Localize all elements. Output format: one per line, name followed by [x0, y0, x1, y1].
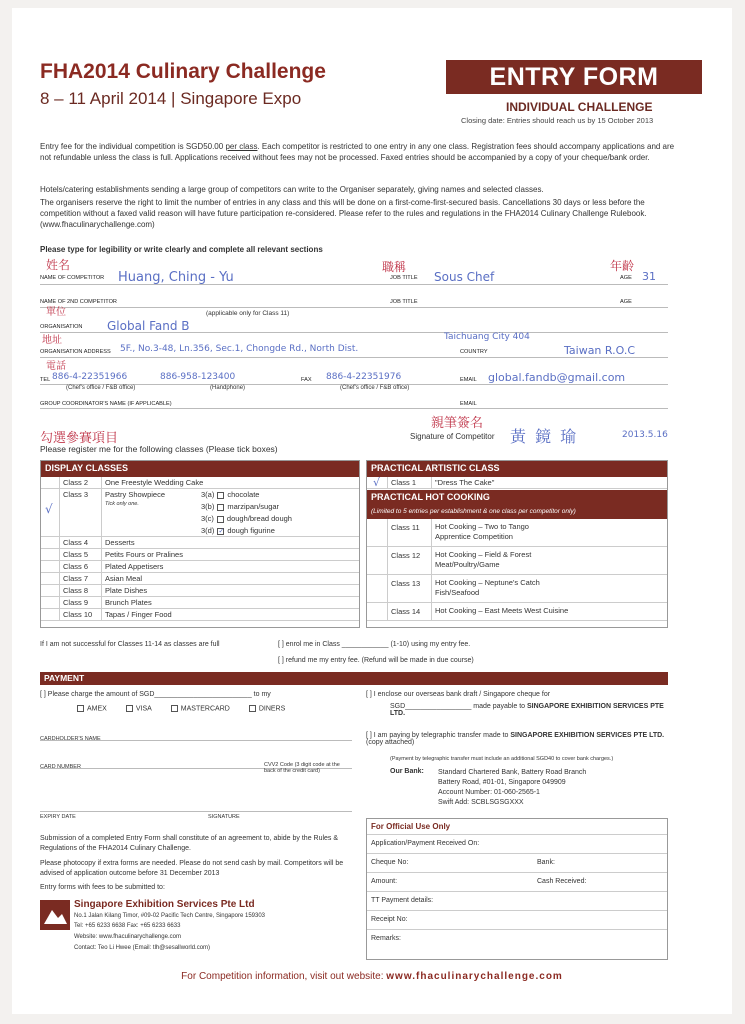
tel-field[interactable]: 886-4-22351966 — [52, 372, 128, 382]
email-field[interactable]: global.fandb@gmail.com — [488, 371, 626, 384]
divider — [40, 408, 668, 409]
hot-class-name: Hot Cooking – Field & Forest Meat/Poultry/Game — [435, 550, 532, 569]
practical-table — [366, 460, 668, 628]
hot-class-name: Hot Cooking – Neptune's Catch Fish/Seafood — [435, 578, 540, 597]
name2-label: NAME OF 2ND COMPETITOR — [40, 299, 117, 305]
signature-pay-label: SIGNATURE — [208, 814, 240, 820]
display-class-code: Class 9 — [63, 598, 89, 607]
country-label: COUNTRY — [460, 349, 488, 355]
display-class-row[interactable] — [41, 561, 359, 573]
cardnumber-label: CARD NUMBER — [40, 764, 81, 770]
fallback-option-refund[interactable]: [ ] refund me my entry fee. (Refund will be made in due course) — [278, 657, 474, 664]
fee-text-underline: per class — [225, 142, 258, 151]
footer — [12, 971, 732, 982]
individual-challenge-label: INDIVIDUAL CHALLENGE — [506, 100, 653, 114]
checkbox[interactable] — [77, 705, 84, 712]
jobtitle-label: JOB TITLE — [390, 275, 418, 281]
closing-date: Closing date: Entries should reach us by 15 October 2013 — [461, 116, 654, 125]
cvv-label: CVV2 Code (3 digit code at the back of the credit card) — [264, 762, 340, 774]
expiry-label: EXPIRY DATE — [40, 814, 76, 820]
official-received: Application/Payment Received On: — [367, 835, 667, 854]
terms-1: Submission of a completed Entry Form shall constitute of an agreement to, abide by the Rules & Regulations of the FHA2014 Culinary Challenge. — [40, 835, 339, 852]
company-address: No.1 Jalan Kilang Timor, #09-02 Pacific Tech Centre, Singapore 159303 — [74, 913, 266, 919]
hot-class-code: Class 12 — [391, 551, 421, 560]
display-class-row[interactable] — [41, 489, 359, 537]
age-hand-cn: 年齡 — [610, 259, 635, 273]
tt-option[interactable] — [366, 732, 666, 746]
jobtitle-hand-cn: 職稱 — [382, 260, 407, 274]
handphone-sub: (Handphone) — [210, 385, 246, 391]
sign-hand-cn: 親筆簽名 — [431, 416, 484, 431]
fee-text-a: Entry fee for the individual competition is SGD50.00 — [40, 142, 226, 151]
card-type-label: DINERS — [258, 705, 286, 713]
divider — [40, 332, 668, 333]
card-type-option[interactable] — [123, 705, 152, 712]
artistic-row — [367, 477, 667, 489]
card-type-label: VISA — [135, 705, 152, 713]
addr-hand-cn: 地址 — [42, 335, 62, 346]
official-remarks: Remarks: — [371, 935, 401, 942]
age-label: AGE — [620, 275, 632, 281]
display-class-code: Class 2 — [63, 478, 89, 487]
hot-class-name: Hot Cooking – East Meets West Cuisine — [435, 606, 569, 615]
pastry-sub-name: dough figurine — [227, 526, 275, 535]
display-class-row[interactable] — [41, 597, 359, 609]
display-class-name: Desserts — [105, 538, 135, 547]
display-class-name: Plated Appetisers — [105, 562, 164, 571]
addr-field[interactable]: 5F., No.3-48, Ln.356, Sec.1, Chongde Rd., North Dist. — [120, 344, 359, 354]
display-class-code: Class 4 — [63, 538, 89, 547]
card-type-label: MASTERCARD — [180, 705, 230, 713]
fee-paragraph — [40, 141, 680, 163]
company-logo-icon — [40, 900, 70, 930]
bank-label: Our Bank: — [390, 768, 424, 775]
display-class-row[interactable] — [41, 585, 359, 597]
checkbox[interactable] — [126, 705, 133, 712]
page-title: FHA2014 Culinary Challenge — [40, 60, 326, 83]
draft-text: SGD_________________ made payable to — [390, 703, 526, 710]
bank-line: Battery Road, #01-01, Singapore 049909 — [438, 779, 566, 786]
hot-class-row[interactable] — [367, 575, 667, 603]
official-cash: Cash Received: — [537, 878, 587, 885]
fallback-text: If I am not successful for Classes 11-14 as classes are full — [40, 641, 220, 648]
bank-details — [438, 768, 586, 808]
checkbox[interactable] — [249, 705, 256, 712]
jobtitle-field[interactable]: Sous Chef — [434, 270, 495, 284]
footer-url[interactable]: www.fhaculinarychallenge.com — [386, 971, 563, 982]
checkbox[interactable] — [217, 516, 224, 523]
artistic-class: Class 1 — [391, 478, 417, 487]
company-website[interactable]: Website: www.fhaculinarychallenge.com — [74, 934, 181, 940]
bank-line: Standard Chartered Bank, Battery Road Branch — [438, 769, 587, 776]
display-tick[interactable]: √ — [45, 502, 53, 516]
terms-3: Entry forms with fees to be submitted to: — [40, 884, 165, 891]
hot-class-row[interactable] — [367, 547, 667, 575]
card-type-option[interactable] — [246, 705, 285, 712]
entry-form-banner: ENTRY FORM — [446, 60, 702, 94]
name-label: NAME OF COMPETITOR — [40, 275, 105, 281]
signature-field[interactable]: 黃 鏡 瑜 — [510, 427, 579, 446]
draft-bold: SINGAPORE EXHIBITION SERVICES PTE LTD. — [390, 703, 664, 717]
company-name: Singapore Exhibition Services Pte Ltd — [74, 899, 255, 910]
group-label: GROUP COORDINATOR'S NAME (IF APPLICABLE) — [40, 401, 172, 407]
age2-label: AGE — [620, 299, 632, 305]
official-receipt: Receipt No: — [367, 911, 667, 930]
artistic-title: PRACTICAL ARTISTIC CLASS — [367, 461, 667, 477]
display-class-name: Plate Dishes — [105, 586, 148, 595]
company-contact: Contact: Teo Li Hwee (Email: tlh@sesallworld.com) — [74, 945, 211, 951]
jobtitle2-label: JOB TITLE — [390, 299, 418, 305]
tt-text: [ ] I am paying by telegraphic transfer made to — [366, 732, 509, 739]
hot-title: PRACTICAL HOT COOKING — [367, 490, 667, 506]
display-class-code: Class 3 — [63, 490, 89, 499]
display-classes-table — [40, 460, 360, 628]
hot-class-row[interactable] — [367, 519, 667, 547]
rules-paragraph: The organisers reserve the right to limit the number of entries in any class and this will be done on a first-come-first-secured basis. Cancellations 30 days or less before the competition without a faxed valid reason will have future participation re-considered. Please refer to the rules and regulations in the FHA2014 Culinary Challenge Rulebook. (www.fhaculinarychallenge.com) — [40, 198, 647, 229]
tt-copy: (copy attached) — [366, 739, 415, 746]
hot-class-code: Class 14 — [391, 607, 421, 616]
org-label: ORGANISATION — [40, 324, 83, 330]
bank-line: Swift Add: SCBLSGSGXXX — [438, 799, 524, 806]
card-type-option[interactable] — [74, 705, 107, 712]
cardholder-label: CARDHOLDER'S NAME — [40, 736, 101, 742]
tel-hand-cn: 電話 — [46, 361, 66, 372]
entry-form-page — [12, 8, 732, 1014]
country-field[interactable]: Taiwan R.O.C — [564, 344, 636, 357]
hot-note: (Limited to 5 entries per establishment & one class per competitor only) — [367, 506, 667, 519]
instruction-text: Please type for legibility or write clearly and complete all relevant sections — [40, 245, 323, 254]
name2-note: (applicable only for Class 11) — [206, 310, 290, 317]
pastry-sub-name: chocolate — [227, 490, 260, 499]
charge-card-option[interactable]: [ ] Please charge the amount of SGD_________________________ to my — [40, 691, 271, 698]
pastry-sub-code: 3(b) — [201, 502, 215, 511]
display-class-name: Asian Meal — [105, 574, 143, 583]
checkbox[interactable] — [171, 705, 178, 712]
display-class-row[interactable] — [41, 609, 359, 621]
official-title: For Official Use Only — [367, 819, 667, 835]
hot-class-row[interactable] — [367, 603, 667, 621]
pastry-sub-name: marzipan/sugar — [227, 502, 280, 511]
artistic-name: "Dress The Cake" — [435, 478, 495, 487]
official-cheque: Cheque No: — [371, 859, 409, 866]
terms-2: Please photocopy if extra forms are needed. Please do not send cash by mail. Competitors will be advised of application outcome before 31 December 2013 — [40, 860, 344, 877]
display-class-code: Class 8 — [63, 586, 89, 595]
signature-label: Signature of Competitor — [410, 432, 495, 441]
checkbox[interactable]: ✓ — [218, 527, 225, 535]
hotels-paragraph: Hotels/catering establishments sending a large group of competitors can write to the Organiser separately, giving names and selected classes. — [40, 185, 544, 194]
fallback-option-enrol[interactable]: [ ] enrol me in Class ____________ (1-10) using my entry fee. — [278, 641, 471, 648]
pastry-sub-code: 3(c) — [201, 514, 214, 523]
hot-class-code: Class 13 — [391, 579, 421, 588]
official-cheque-row — [367, 854, 667, 873]
display-class-name: One Freestyle Wedding Cake — [105, 478, 204, 487]
display-class-row[interactable] — [41, 549, 359, 561]
bank-draft-option[interactable]: [ ] I enclose our overseas bank draft / Singapore cheque for — [366, 691, 551, 698]
display-class-code: Class 6 — [63, 562, 89, 571]
display-class-row[interactable] — [41, 537, 359, 549]
fax-sub: (Chef's office / F&B office) — [340, 385, 410, 391]
org-field[interactable]: Global Fand B — [107, 319, 190, 333]
hot-class-name: Hot Cooking – Two to Tango Apprentice Competition — [435, 522, 529, 541]
pastry-sub-code: 3(d) — [201, 526, 215, 535]
name-field[interactable]: Huang, Ching - Yu — [118, 270, 234, 285]
display-class-row[interactable] — [41, 573, 359, 585]
card-type-label: AMEX — [87, 705, 107, 713]
bank-line: Account Number: 01-060-2565-1 — [438, 789, 540, 796]
email-label: EMAIL — [460, 377, 477, 383]
display-class-code: Class 7 — [63, 574, 89, 583]
fee-text-b: . Each competitor is restricted to one entry in any one class. Registration fees should accompany applications and are not refundable unless the class is full. Applications received without fees may not be processed. Faxed entries should be accompanied by a copy of your cheque/bank order. — [40, 142, 675, 162]
official-amount-row — [367, 873, 667, 892]
bank-draft-line — [390, 703, 670, 717]
display-classes-title: DISPLAY CLASSES — [41, 461, 359, 477]
display-class-code: Class 10 — [63, 610, 93, 619]
hot-class-code: Class 11 — [391, 523, 420, 532]
addr-label: ORGANISATION ADDRESS — [40, 349, 111, 355]
tick-only-note: Tick only one. — [105, 501, 139, 507]
org-hand-cn: 單位 — [46, 307, 66, 318]
divider — [40, 811, 352, 812]
divider — [40, 307, 668, 308]
choose-classes-hand: 勾選參賽項目 — [40, 431, 119, 446]
card-type-row — [74, 705, 285, 712]
signature-date: 2013.5.16 — [622, 430, 668, 440]
email2-label: EMAIL — [460, 401, 477, 407]
official-amount: Amount: — [371, 878, 398, 885]
event-dates: 8 – 11 April 2014 | Singapore Expo — [40, 89, 302, 108]
handphone-field[interactable]: 886-958-123400 — [160, 372, 236, 382]
tel-sub: (Chef's office / F&B office) — [66, 385, 136, 391]
fax-field[interactable]: 886-4-22351976 — [326, 372, 402, 382]
artistic-tick[interactable]: √ — [373, 476, 381, 489]
divider — [40, 284, 668, 285]
tt-bold: SINGAPORE EXHIBITION SERVICES PTE LTD. — [510, 732, 665, 739]
official-tt: TT Payment details: — [367, 892, 667, 911]
payment-title: PAYMENT — [40, 672, 668, 685]
tel-label: TEL — [40, 377, 51, 383]
card-type-option[interactable] — [168, 705, 230, 712]
checkbox[interactable] — [217, 504, 224, 511]
addr-city: Taichuang City 404 — [444, 332, 530, 342]
pastry-sub-name: dough/bread dough — [226, 514, 292, 523]
display-class-name: Brunch Plates — [105, 598, 152, 607]
tt-note: (Payment by telegraphic transfer must include an additional SGD40 to cover bank charges.) — [390, 756, 614, 762]
display-class-name: Tapas / Finger Food — [105, 610, 172, 619]
footer-text: For Competition information, visit out website: — [181, 971, 387, 982]
checkbox[interactable] — [217, 492, 224, 499]
divider — [40, 357, 668, 358]
company-phone: Tel: +65 6233 6638 Fax: +65 6233 6633 — [74, 923, 181, 929]
display-class-code: Class 5 — [63, 550, 89, 559]
register-text: Please register me for the following classes (Please tick boxes) — [40, 444, 278, 454]
official-bank: Bank: — [537, 859, 555, 866]
fax-label: FAX — [301, 377, 312, 383]
pastry-sub-code: 3(a) — [201, 490, 215, 499]
display-class-row[interactable] — [41, 477, 359, 489]
name-hand-cn: 姓名 — [46, 258, 71, 272]
display-class-name: Pastry Showpiece — [105, 490, 166, 499]
display-class-name: Petits Fours or Pralines — [105, 550, 183, 559]
official-use-box — [366, 818, 668, 960]
age-field[interactable]: 31 — [642, 270, 656, 283]
